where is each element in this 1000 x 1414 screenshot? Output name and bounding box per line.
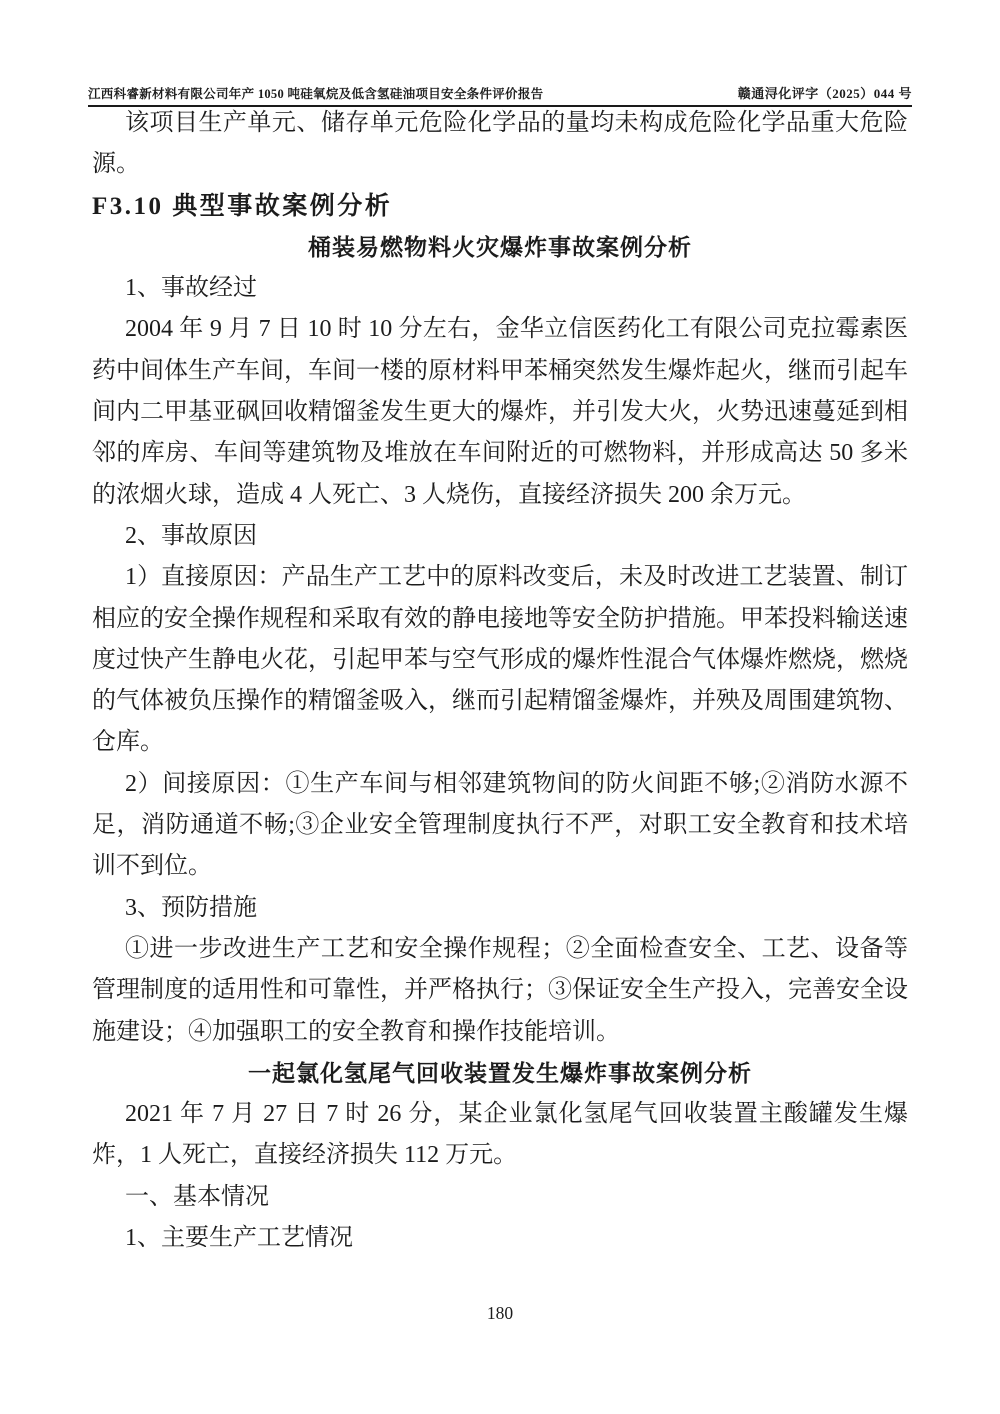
header-report-title: 江西科睿新材料有限公司年产 1050 吨硅氧烷及低含氢硅油项目安全条件评价报告 [88, 87, 544, 101]
page-number: 180 [486, 1303, 514, 1323]
case1-prevention-paragraph: ①进一步改进生产工艺和安全操作规程；②全面检查安全、工艺、设备等管理制度的适用性和可靠性，并严格执行；③保证安全生产投入，完善安全设施建设；④加强职工的安全教育和操作技能培训。 [92, 935, 908, 1045]
case1-direct-cause-paragraph: 1）直接原因：产品生产工艺中的原料改变后，未及时改进工艺装置、制订相应的安全操作规程和采取有效的静电接地等安全防护措施。甲苯投料输送速度过快产生静电火花，引起甲苯与空气形成的爆炸性混合气体爆炸燃烧，燃烧的气体被负压操作的精馏釜吸入，继而引起精馏釜爆炸，并殃及周围建筑物、仓库。 [92, 564, 908, 756]
intro-paragraph: 该项目生产单元、储存单元危险化学品的量均未构成危险化学品重大危险源。 [92, 110, 908, 178]
case2-item1-sub-label: 1、主要生产工艺情况 [125, 1225, 353, 1252]
page-header [88, 0, 912, 107]
case2-intro-paragraph: 2021 年 7 月 27 日 7 时 26 分，某企业氯化氢尾气回收装置主酸罐发生爆炸，1 人死亡，直接经济损失 112 万元。 [92, 1101, 908, 1169]
case1-item1-label: 1、事故经过 [125, 275, 257, 302]
case1-item1-paragraph: 2004 年 9 月 7 日 10 时 10 分左右，金华立信医药化工有限公司克拉霉素医药中间体生产车间，车间一楼的原材料甲苯桶突然发生爆炸起火，继而引起车间内二甲基亚砜回收精馏釜发生更大的爆炸，并引发大火，火势迅速蔓延到相邻的库房、车间等建筑物及堆放在车间附近的可燃物料，并形成高达 50 多米的浓烟火球，造成 4 人死亡、3 人烧伤，直接经济损失 200 余万元。 [92, 316, 908, 508]
case1-item3-label: 3、预防措施 [125, 894, 257, 921]
section-heading-f310: F3.10 典型事故案例分析 [92, 192, 393, 220]
case2-title: 一起氯化氢尾气回收装置发生爆炸事故案例分析 [248, 1059, 752, 1086]
case1-item2-label: 2、事故原因 [125, 522, 257, 549]
case1-title: 桶装易燃物料火灾爆炸事故案例分析 [308, 233, 692, 260]
case1-indirect-cause-paragraph: 2）间接原因：①生产车间与相邻建筑物间的防火间距不够;②消防水源不足，消防通道不畅;③企业安全管理制度执行不严，对职工安全教育和技术培训不到位。 [92, 770, 908, 880]
case2-item1-label: 一、基本情况 [125, 1183, 269, 1210]
document-body [92, 103, 908, 1259]
header-document-number: 赣通浔化评字（2025）044 号 [737, 86, 912, 101]
